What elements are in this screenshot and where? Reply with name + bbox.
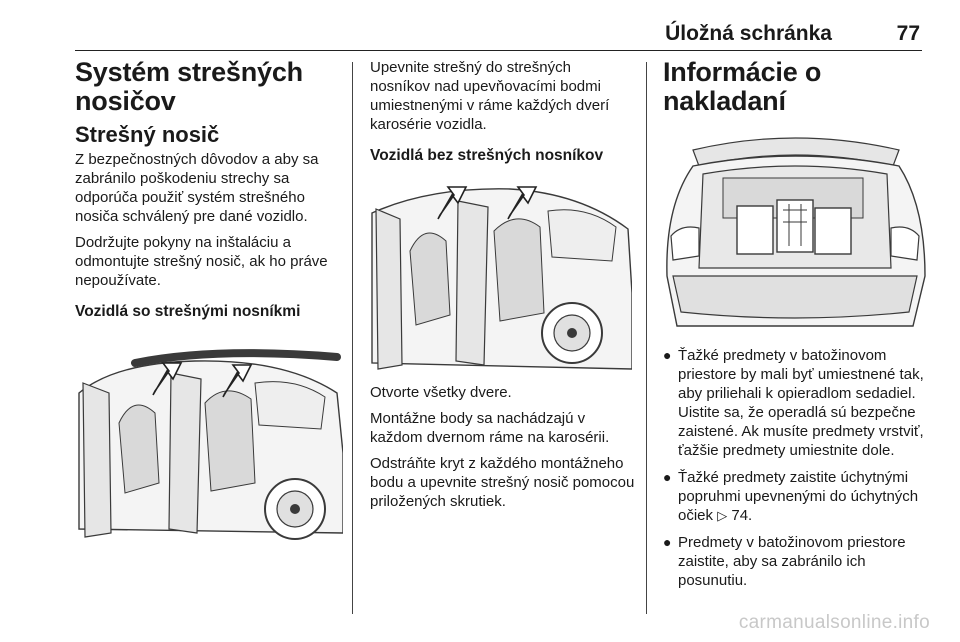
paragraph-rails-mount: Upevnite strešný do strešných nosníkov nad upevňovacími bodmi umiestnenými v ráme každých dverí karosérie vozidla. <box>370 59 610 133</box>
illustration-luggage-compartment <box>663 126 928 336</box>
bullet-marker: ● <box>663 469 672 485</box>
car-without-roof-rails-drawing <box>370 173 632 373</box>
bullet-marker: ● <box>663 347 672 363</box>
right-triangle-reference-icon: ▷ <box>717 508 728 523</box>
page-number: 77 <box>896 22 920 45</box>
section-title: Úložná schránka <box>665 22 832 45</box>
paragraph-instructions: Dodržujte pokyny na inštaláciu a odmontujte strešný nosič, ak ho práve nepoužívate. <box>75 234 328 289</box>
column-divider-2 <box>646 62 647 614</box>
subheading-with-rails: Vozidlá so strešnými nosníkmi <box>75 303 301 320</box>
column-middle <box>370 58 635 518</box>
list-item <box>663 468 928 525</box>
luggage-compartment-drawing <box>663 126 928 336</box>
column-left <box>75 58 343 543</box>
illustration-car-without-roof-rails <box>370 173 632 373</box>
roof-rack-title: Systém strešných nosičov <box>75 57 303 116</box>
column-right <box>663 58 928 598</box>
paragraph-safety: Z bezpečnostných dôvodov a aby sa zabránilo poškodeniu strechy sa odporúča použiť systém strešného nosiča schválený pre dané vozidlo. <box>75 151 319 225</box>
watermark-text: carmanualsonline.info <box>738 612 930 633</box>
bullet-text: Ťažké predmety v batožinovom priestore by mali byť umiestnené tak, aby priliehali k opieradlom sedadiel. Uistite sa, že operadlá sú bezpečne zaistené. Ak musíte predmety vrstviť, ťažšie predmety umiestnite dole. <box>678 347 924 459</box>
bullet-marker: ● <box>663 534 672 550</box>
list-item <box>663 346 928 460</box>
car-with-roof-rails-drawing <box>75 333 343 543</box>
loading-info-title: Informácie o nakladaní <box>663 57 822 116</box>
subheading-without-rails: Vozidlá bez strešných nosníkov <box>370 147 604 164</box>
loading-bullet-list <box>663 346 928 590</box>
paragraph-remove-cover: Odstráňte kryt z každého montážneho bodu a upevnite strešný nosič pomocou priložených skrutiek. <box>370 455 635 510</box>
illustration-car-with-roof-rails <box>75 333 343 543</box>
page-header <box>75 0 922 51</box>
bullet-text: Ťažké predmety zaistite úchytnými popruhmi upevnenými do úchytných očiek <box>678 469 919 524</box>
roof-rack-subtitle: Strešný nosič <box>75 122 220 147</box>
paragraph-open-doors: Otvorte všetky dvere. <box>370 384 512 401</box>
paragraph-mount-points: Montážne body sa nachádzajú v každom dvernom ráme na karosérii. <box>370 410 610 446</box>
column-divider-1 <box>352 62 353 614</box>
list-item <box>663 533 928 590</box>
page-reference-link[interactable]: 74. <box>731 507 753 524</box>
bullet-text: Predmety v batožinovom priestore zaistite, aby sa zabránilo ich posunutiu. <box>678 534 906 589</box>
